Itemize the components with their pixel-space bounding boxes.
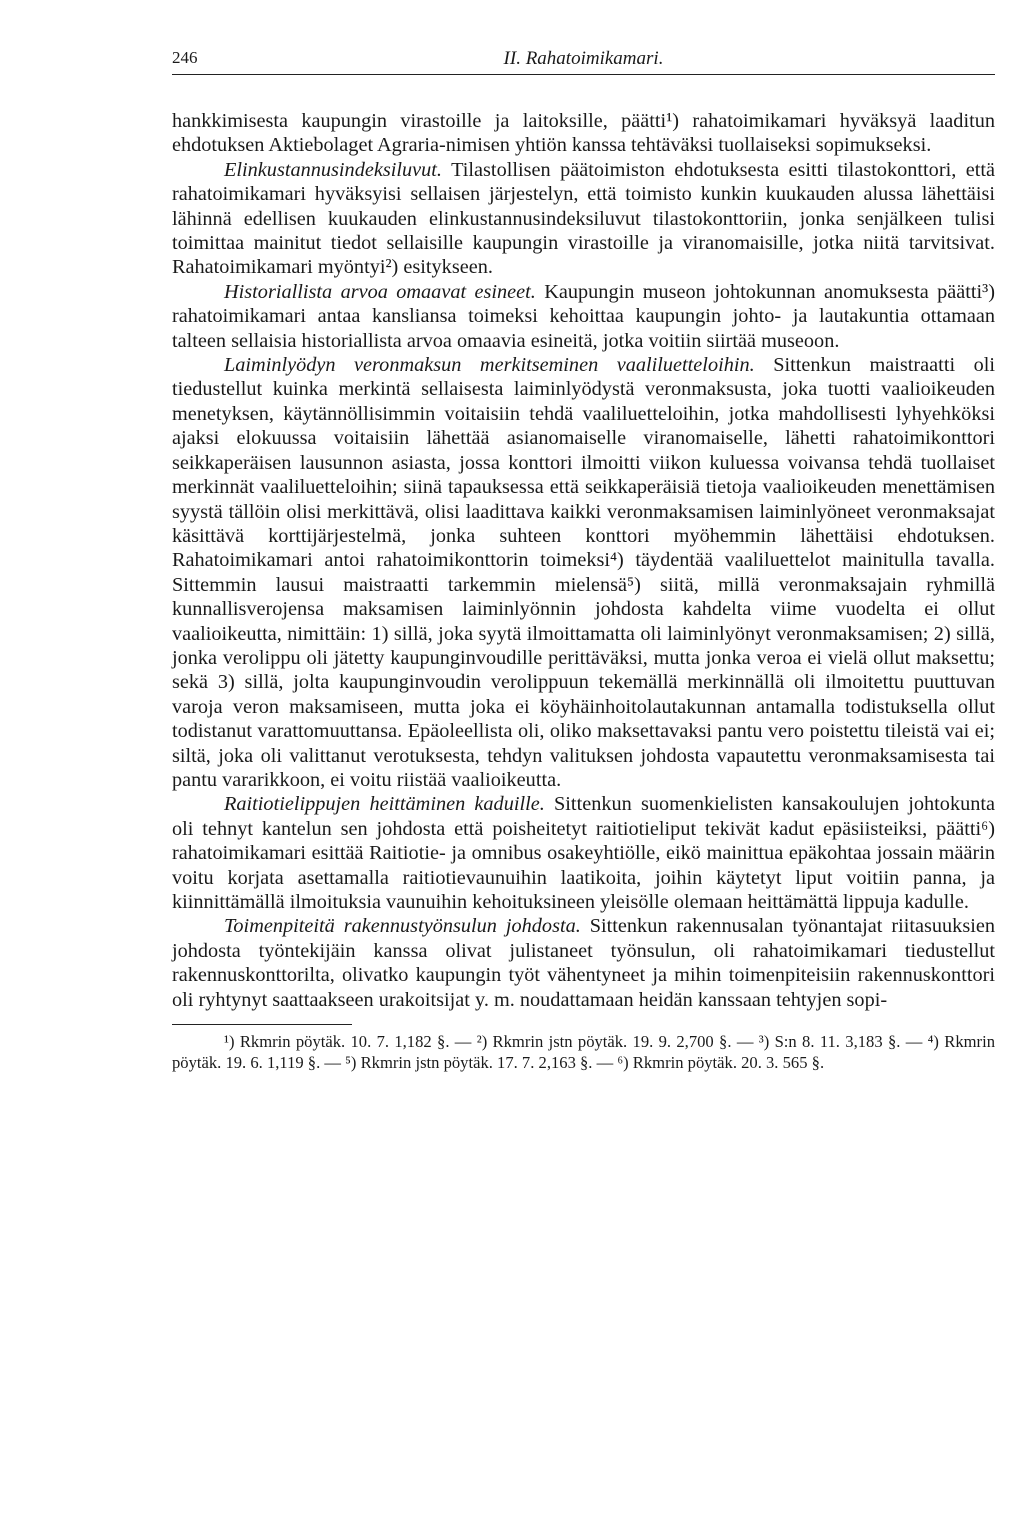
- paragraph-text: Kaupungin museon johtokunnan anomuksesta päätti³) rahatoimikamari antaa kansliansa toimeksi kehoittaa kaupungin johto- ja lautakuntia ottamaan talteen sellaisia historiallista arvoa omaavia esineitä, jotka voitiin siirtää museoon.: [172, 280, 995, 352]
- paragraph: [172, 353, 995, 792]
- footnotes: ¹) Rkmrin pöytäk. 10. 7. 1,182 §. — ²) Rkmrin jstn pöytäk. 19. 9. 2,700 §. — ³) S:n 8. 11. 3,183 §. — ⁴) Rkmrin pöytäk. 19. 6. 1,119 §. — ⁵) Rkmrin jstn pöytäk. 17. 7. 2,163 §. — ⁶) Rkmrin pöytäk. 20. 3. 565 §.: [172, 1032, 995, 1073]
- paragraph-heading: Toimenpiteitä rakennustyönsulun johdosta.: [224, 915, 581, 938]
- paragraph-heading: Laiminlyödyn veronmaksun merkitseminen vaaliluetteloihin.: [224, 354, 755, 377]
- body-text: [172, 109, 995, 1012]
- paragraph-text: Sittenkun suomenkielisten kansakoulujen johtokunta oli tehnyt kantelun sen johdosta että poisheitetyt raitiotieliput tekivät kadut epäsiisteiksi, päätti⁶) rahatoimikamari esittää Raitiotie- ja omnibus osakeyhtiölle, eikö mainittua epäkohtaa jossain määrin voitu korjata asettamalla raitiotievaunuihin laatikoita, joihin käytetyt liput voitiin panna, ja kiinnittämällä ilmoituksia vaunuihin kehoituksineen yleisölle olemaan heittämättä lippuja kadulle.: [172, 793, 996, 913]
- paragraph-heading: Raitiotielippujen heittäminen kaduille.: [224, 793, 545, 816]
- running-head: II. Rahatoimikamari.: [503, 48, 664, 69]
- paragraph: [172, 914, 995, 1012]
- paragraph-heading: Historiallista arvoa omaavat esineet.: [224, 280, 536, 303]
- paragraph-text: hankkimisesta kaupungin virastoille ja laitoksille, päätti¹) rahatoimikamari hyväksyä laaditun ehdotuksen Aktiebolaget Agraria-nimisen yhtiön kanssa tehtäväksi tuollaiseksi sopimukseksi.: [172, 110, 995, 157]
- paragraph-text: Tilastollisen päätoimiston ehdotuksesta esitti tilastokonttori, että rahatoimikamari hyväksyisi sellaisen järjestelyn, että toimisto kunkin kuukauden alussa lähettäisi lähinnä edellisen kuukauden elinkustannusindeksiluvut tilastokonttoriin, jonka senjälkeen tulisi toimittaa mainitut tiedot sellaisille kaupungin virastoille ja viranomaisille, jotka niitä tarvitsivat. Rahatoimikamari myöntyi²) esitykseen.: [172, 158, 995, 279]
- page-header: [172, 40, 995, 75]
- paragraph-heading: Elinkustannusindeksiluvut.: [224, 158, 442, 181]
- paragraph-text: Sittenkun maistraatti oli tiedustellut kuinka merkintä sellaisesta laiminlyödystä veronmaksusta, joka tuotti vaalioikeuden menetyksen, käytännöllisimmin voitaisiin tehdä vaaliluetteloihin, jotka mahdollisesti lyhyehköksi ajaksi elokuussa voitaisiin lähettää asianomaiselle viranomaiselle, lähetti rahatoimikonttori seikkaperäisen lausunnon asiasta, jossa konttori ilmoitti viikon kuluessa voivansa tehdä tuollaiset merkinnät vaaliluetteloihin; siinä tapauksessa että seikkaperäisiä tietoja vaalioikeuden menettämisen syystä tällöin olisi merkittävä, olisi laadittava kaikki veronmaksamisen laiminlyöneet veronmaksajat käsittävä korttijärjestelmä, jonka suhteen konttori myöhemmin lähettäisi ehdotuksen. Rahatoimikamari antoi rahatoimikonttorin toimeksi⁴) täydentää vaaliluettelot mainitulla tavalla. Sittemmin lausui maistraatti tarkemmin mielensä⁵) siitä, millä veronmaksajain ryhmillä kunnallisverojensa maksamisen laiminlyönnin johdosta kahdelta viime vuodelta ei ollut vaalioikeutta, nimittäin: 1) sillä, joka syytä ilmoittamatta oli laiminlyönyt veronmaksamisen; 2) sillä, jonka verolippu oli jätetty kaupunginvoudille perittäväksi, mutta jonka veroa ei vielä ollut maksettu; sekä 3) sillä, jolta kaupunginvoudin verolippuun tekemällä merkinnällä oli ilmoitettu puuttuvan varoja veron maksamiseen, mutta joka ei köyhäinhoitolautakunnan antamalla todistuksella ollut todistanut varattomuuttansa. Epäoleellista oli, oliko maksettavaksi pantu vero poistettu tileistä vai ei; siltä, joka oli valittanut verotuksesta, tehdyn valituksen johdosta vapautettu veronmaksamisesta tai pantu vararikkoon, ei voitu riistää vaalioikeutta.: [172, 354, 996, 791]
- paragraph-text: Sittenkun rakennusalan työnantajat riitasuuksien johdosta työntekijäin kanssa olivat julistaneet työnsulun, oli rahatoimikamari tiedustellut rakennuskonttorilta, olivatko kaupungin työt vähentyneet ja mihin toimenpiteisiin rakennuskonttori oli ryhtynyt saattaakseen urakoitsijat y. m. noudattamaan heidän kanssaan tehtyjen sopi-: [172, 915, 995, 1011]
- paragraph: [172, 109, 995, 158]
- footnote-divider: [172, 1024, 352, 1025]
- paragraph: [172, 158, 995, 280]
- paragraph: [172, 280, 995, 353]
- paragraph: [172, 792, 995, 914]
- document-page: [172, 40, 995, 1073]
- page-number: 246: [172, 48, 198, 67]
